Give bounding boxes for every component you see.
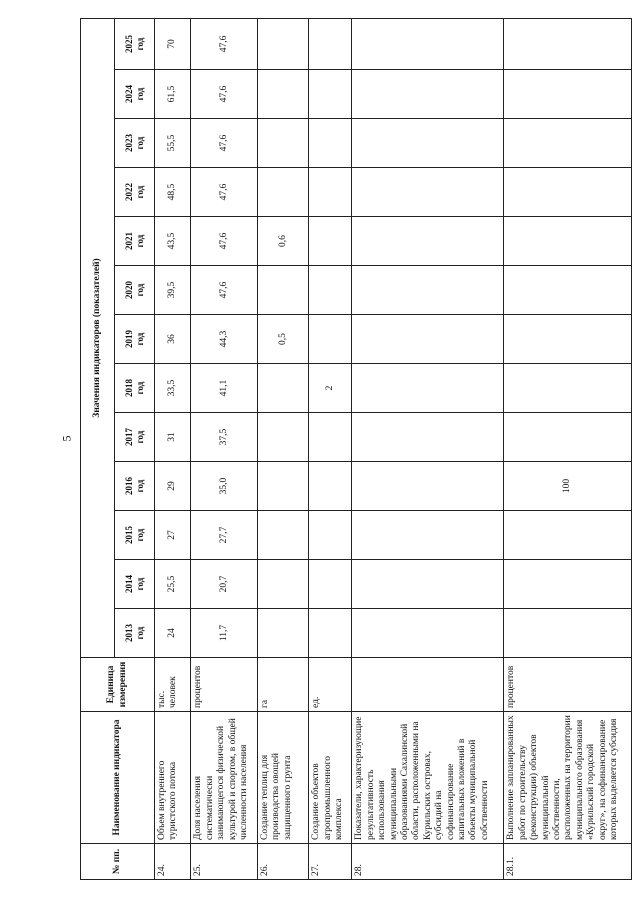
value-cell <box>352 315 504 364</box>
header-year-number: 2025 <box>123 34 134 53</box>
header-year-2018 <box>115 364 155 413</box>
header-year-2023 <box>115 119 155 168</box>
value-cell <box>504 609 632 658</box>
header-year-number: 2023 <box>123 134 134 152</box>
table-row <box>309 18 352 879</box>
header-year-number: 2021 <box>123 232 134 250</box>
value-cell <box>257 413 308 462</box>
header-year-2019 <box>115 315 155 364</box>
value-cell <box>257 70 308 119</box>
value-cell <box>352 18 504 69</box>
value-cell: 36 <box>155 315 191 364</box>
table-row <box>257 18 308 879</box>
header-year-2015 <box>115 511 155 560</box>
value-cell <box>309 560 352 609</box>
value-cell <box>257 119 308 168</box>
value-cell <box>309 266 352 315</box>
value-cell <box>309 70 352 119</box>
row-number: 28.1. <box>504 844 632 880</box>
header-year-number: 2015 <box>123 526 134 544</box>
value-cell <box>309 18 352 69</box>
value-cell <box>504 511 632 560</box>
indicator-name: Объем внутреннего туристского потока <box>155 712 191 844</box>
value-cell: 39,5 <box>155 266 191 315</box>
unit-of-measure: процентов <box>191 658 258 712</box>
value-cell: 61,5 <box>155 70 191 119</box>
table-body <box>155 18 632 879</box>
header-year-2017 <box>115 413 155 462</box>
header-year-number: 2024 <box>123 85 134 103</box>
indicator-name: Показатели, характеризующие результативность использования муниципальными образованиями Сахалинской области, расположенными на Курильских островах, субсидий на софинансирование капитальных вложений в объекты муниципальной собственности <box>352 712 504 844</box>
unit-of-measure: ед. <box>309 658 352 712</box>
value-cell <box>309 217 352 266</box>
header-no: № пп. <box>81 844 155 880</box>
value-cell <box>352 70 504 119</box>
header-year-2025 <box>115 18 155 69</box>
header-year-suffix: год <box>134 136 145 150</box>
value-cell: 41,1 <box>191 364 258 413</box>
value-cell <box>352 168 504 217</box>
value-cell: 33,5 <box>155 364 191 413</box>
value-cell <box>504 266 632 315</box>
header-year-number: 2018 <box>123 379 134 397</box>
unit-of-measure: процентов <box>504 658 632 712</box>
value-cell: 47,6 <box>191 119 258 168</box>
header-year-number: 2014 <box>123 575 134 593</box>
value-cell <box>504 560 632 609</box>
header-year-suffix: год <box>134 430 145 444</box>
row-number: 26. <box>257 844 308 880</box>
table-row <box>155 18 191 879</box>
value-cell <box>352 609 504 658</box>
value-cell: 11,7 <box>191 609 258 658</box>
rotated-page-content <box>80 20 632 880</box>
value-cell <box>504 413 632 462</box>
header-year-number: 2017 <box>123 428 134 446</box>
value-cell <box>309 462 352 511</box>
value-cell: 0,6 <box>257 217 308 266</box>
value-cell: 48,5 <box>155 168 191 217</box>
value-cell <box>504 119 632 168</box>
value-cell <box>504 18 632 69</box>
row-number: 24. <box>155 844 191 880</box>
value-cell: 35,0 <box>191 462 258 511</box>
value-cell <box>504 217 632 266</box>
value-cell <box>257 18 308 69</box>
header-year-suffix: год <box>134 185 145 199</box>
value-cell <box>309 119 352 168</box>
value-cell <box>309 413 352 462</box>
header-values-group: Значения индикаторов (показателей) <box>81 18 115 657</box>
header-year-suffix: год <box>134 87 145 101</box>
value-cell <box>352 217 504 266</box>
value-cell: 27,7 <box>191 511 258 560</box>
row-number: 27. <box>309 844 352 880</box>
header-year-suffix: год <box>134 577 145 591</box>
header-year-suffix: год <box>134 332 145 346</box>
value-cell <box>257 609 308 658</box>
header-year-suffix: год <box>134 381 145 395</box>
header-year-2020 <box>115 266 155 315</box>
indicator-name: Доля населения систематически занимающегося физической культурой и спортом, в общей численности населения <box>191 712 258 844</box>
value-cell <box>504 70 632 119</box>
header-year-suffix: год <box>134 626 145 640</box>
value-cell <box>257 364 308 413</box>
header-year-2022 <box>115 168 155 217</box>
row-number: 28. <box>352 844 504 880</box>
table-row <box>352 18 504 879</box>
value-cell <box>257 168 308 217</box>
value-cell <box>309 511 352 560</box>
value-cell: 55,5 <box>155 119 191 168</box>
value-cell: 47,6 <box>191 217 258 266</box>
value-cell <box>352 119 504 168</box>
value-cell: 2 <box>309 364 352 413</box>
header-year-number: 2022 <box>123 183 134 201</box>
value-cell: 47,6 <box>191 70 258 119</box>
table-row <box>504 18 632 879</box>
header-year-suffix: год <box>134 234 145 248</box>
header-year-suffix: год <box>134 37 145 51</box>
value-cell <box>309 168 352 217</box>
header-year-number: 2020 <box>123 281 134 299</box>
value-cell: 31 <box>155 413 191 462</box>
unit-of-measure <box>352 658 504 712</box>
value-cell <box>309 609 352 658</box>
value-cell <box>352 462 504 511</box>
value-cell <box>257 266 308 315</box>
value-cell: 25,5 <box>155 560 191 609</box>
value-cell <box>504 168 632 217</box>
value-cell: 0,5 <box>257 315 308 364</box>
table-row <box>191 18 258 879</box>
value-cell <box>309 315 352 364</box>
row-number: 25. <box>191 844 258 880</box>
value-cell <box>504 364 632 413</box>
value-cell <box>352 364 504 413</box>
value-cell <box>352 266 504 315</box>
value-cell <box>257 511 308 560</box>
value-cell <box>504 315 632 364</box>
value-cell <box>352 511 504 560</box>
unit-of-measure: га <box>257 658 308 712</box>
header-year-2014 <box>115 560 155 609</box>
value-cell <box>257 462 308 511</box>
value-cell: 47,6 <box>191 266 258 315</box>
header-year-2013 <box>115 609 155 658</box>
indicators-table <box>80 18 632 880</box>
header-indicator-name: Наименование индикатора <box>81 712 155 844</box>
value-cell: 44,3 <box>191 315 258 364</box>
unit-of-measure: тыс. человек <box>155 658 191 712</box>
header-year-number: 2019 <box>123 330 134 348</box>
page-number: 5 <box>59 435 74 442</box>
header-year-suffix: год <box>134 528 145 542</box>
header-year-suffix: год <box>134 479 145 493</box>
value-cell: 100 <box>504 462 632 511</box>
header-year-2016 <box>115 462 155 511</box>
header-year-number: 2013 <box>123 624 134 642</box>
value-cell <box>352 413 504 462</box>
value-cell: 43,5 <box>155 217 191 266</box>
value-cell <box>257 560 308 609</box>
value-cell: 47,6 <box>191 18 258 69</box>
value-cell: 37,5 <box>191 413 258 462</box>
indicator-name: Выполнение запланированных работ по строительству (реконструкции) объектов муниципальной собственности, расположенных на территории муниципального образования «Курильский городской округ», на софинансирование которых выделяется субсидия <box>504 712 632 844</box>
value-cell <box>352 560 504 609</box>
header-unit: Единица измерения <box>81 658 155 712</box>
value-cell: 70 <box>155 18 191 69</box>
indicator-name: Создание теплиц для производства овощей защищенного грунта <box>257 712 308 844</box>
value-cell: 27 <box>155 511 191 560</box>
value-cell: 24 <box>155 609 191 658</box>
header-year-2024 <box>115 70 155 119</box>
value-cell: 47,6 <box>191 168 258 217</box>
value-cell: 29 <box>155 462 191 511</box>
header-year-suffix: год <box>134 283 145 297</box>
indicator-name: Создание объектов агропромышленного комплекса <box>309 712 352 844</box>
header-year-2021 <box>115 217 155 266</box>
value-cell: 20,7 <box>191 560 258 609</box>
header-year-number: 2016 <box>123 477 134 495</box>
